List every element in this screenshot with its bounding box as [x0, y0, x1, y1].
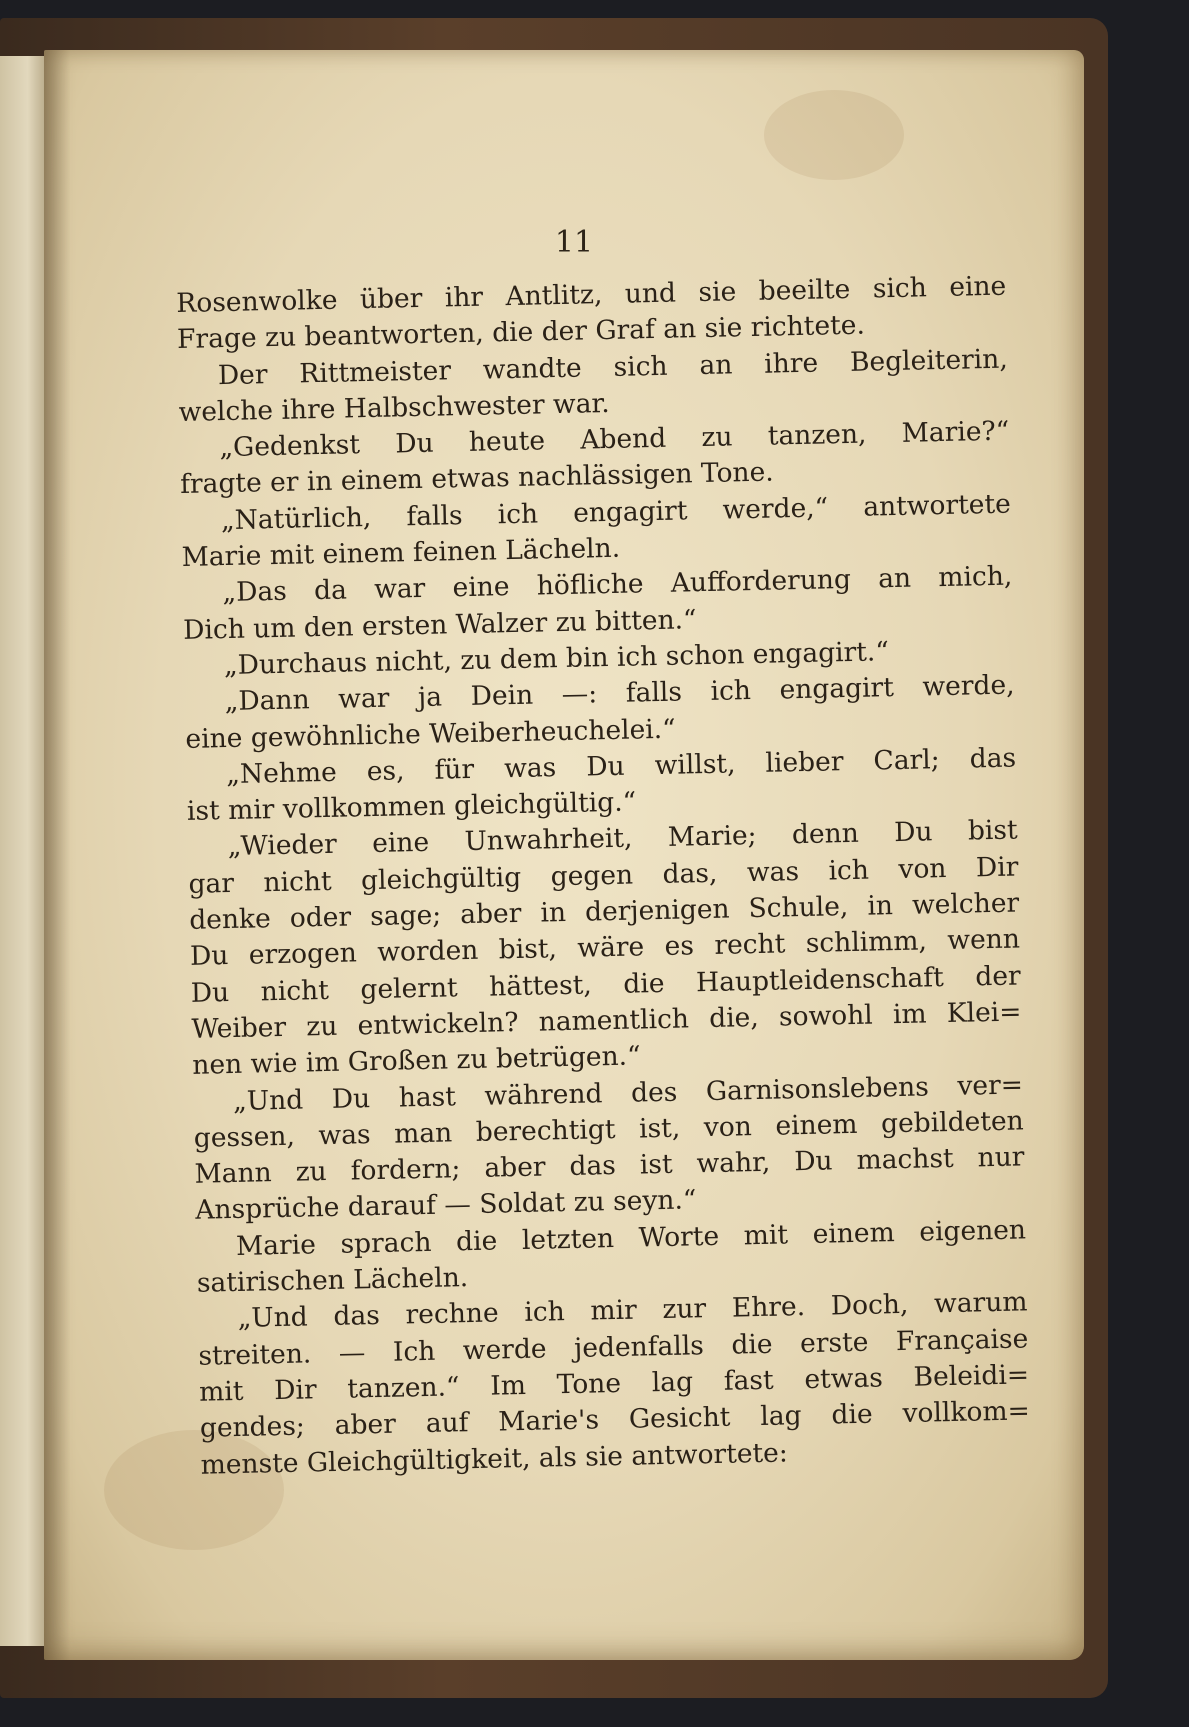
- text-line: Marie mit einem feinen Lächeln.: [181, 532, 621, 574]
- text-line: gessen, was man berechtigt ist, von einem gebildeten: [193, 1105, 1024, 1154]
- text-line: Weiber zu entwickeln? namentlich die, sowohl im Klei=: [191, 996, 1022, 1045]
- text-line: mit Dir tanzen.“ Im Tone lag fast etwas Beleidi=: [198, 1359, 1030, 1408]
- text-line: menste Gleichgültigkeit, als sie antwortete:: [200, 1436, 789, 1481]
- text-line: „Gedenkst Du heute Abend zu tanzen, Marie?“: [219, 415, 1010, 464]
- text-line: satirischen Lächeln.: [196, 1262, 469, 1299]
- text-line: „Und das rechne ich mir zur Ehre. Doch, warum: [237, 1286, 1028, 1335]
- text-line: eine gewöhnliche Weiberheuchelei.“: [185, 713, 676, 755]
- text-line: Ansprüche darauf — Soldat zu seyn.“: [195, 1184, 697, 1227]
- text-line: gendes; aber auf Marie's Gesicht lag die vollkom=: [199, 1395, 1031, 1444]
- text-line: Frage zu beantworten, die der Graf an sie richtete.: [176, 309, 866, 356]
- left-page-edge: [0, 56, 48, 1646]
- page-stain: [764, 90, 904, 180]
- text-line: fragte er in einem etwas nachlässigen Tone.: [179, 457, 775, 501]
- text-line: denke oder sage; aber in derjenigen Schule, in welcher: [188, 887, 1020, 936]
- text-line: ist mir vollkommen gleichgültig.“: [186, 786, 637, 828]
- text-line: nen wie im Großen zu betrügen.“: [192, 1040, 641, 1082]
- page-gutter-shadow: [44, 50, 70, 1660]
- text-line: „Und Du hast während des Garnisonslebens ver=: [232, 1068, 1024, 1117]
- text-line: gar nicht gleichgültig gegen das, was ich von Dir: [188, 851, 1019, 900]
- text-line: Mann zu fordern; aber das ist wahr, Du machst nur: [194, 1141, 1025, 1190]
- text-line: streiten. — Ich werde jedenfalls die erste Française: [198, 1322, 1029, 1372]
- text-line: Dich um den ersten Walzer zu bitten.“: [182, 603, 697, 646]
- text-line: Der Rittmeister wandte sich an ihre Begleiterin,: [217, 343, 1009, 391]
- page-number: 11: [554, 225, 594, 260]
- text-line: „Wieder eine Unwahrheit, Marie; denn Du bist: [227, 814, 1018, 863]
- text-line: „Durchaus nicht, zu dem bin ich schon engagirt.“: [223, 636, 890, 682]
- text-line: Du nicht gelernt hättest, die Hauptleidenschaft der: [190, 960, 1021, 1009]
- text-line: „Nehme es, für was Du willst, lieber Carl; das: [225, 742, 1017, 790]
- text-line: „Dann war ja Dein —: falls ich engagirt werde,: [224, 669, 1015, 718]
- book-page: [44, 50, 1084, 1660]
- page-text: [176, 269, 1031, 1484]
- text-line: welche ihre Halbschwester war.: [178, 387, 610, 428]
- text-line: „Das da war eine höfliche Aufforderung an mich,: [222, 560, 1013, 609]
- text-line: „Natürlich, falls ich engagirt werde,“ antwortete: [220, 488, 1012, 536]
- text-line: Du erzogen worden bist, wäre es recht schlimm, wenn: [189, 923, 1021, 973]
- text-line: Marie sprach die letzten Worte mit einem eigenen: [235, 1214, 1027, 1262]
- text-line: Rosenwolke über ihr Antlitz, und sie beeilte sich eine: [176, 270, 1007, 319]
